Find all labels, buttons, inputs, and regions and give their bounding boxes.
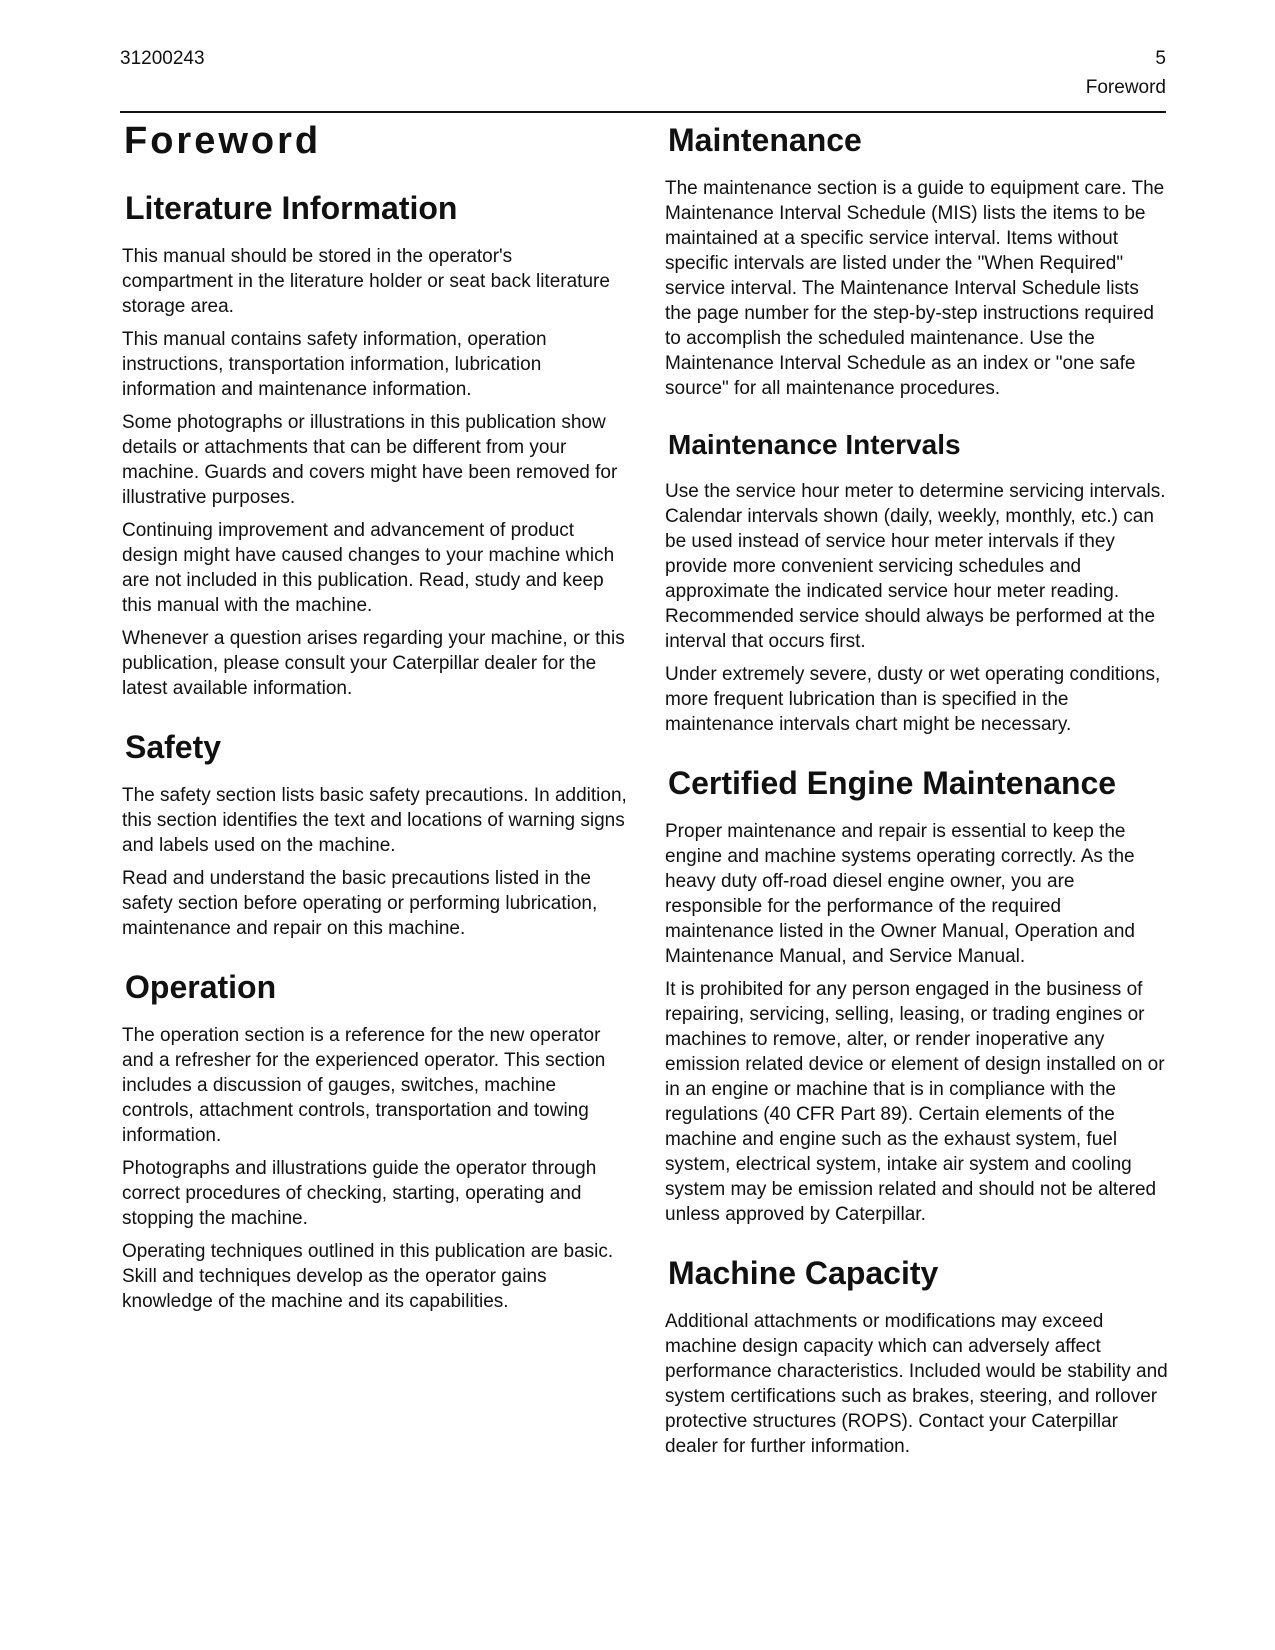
certified-engine-maintenance-heading: Certified Engine Maintenance: [668, 765, 1117, 801]
paragraph: It is prohibited for any person engaged in the business of repairing, servicing, selling, leasing, or trading engines or machines to remove, alter, or render inoperative any emission related device or element of design installed on or in an engine or machine that is in compliance with the regulations (40 CFR Part 89). Certain elements of the machine and engine such as the exhaust system, fuel system, electrical system, intake air system and cooling system may be emission related and should not be altered unless approved by Caterpillar.: [665, 979, 1165, 1225]
maintenance-heading: Maintenance: [668, 122, 862, 158]
machine-capacity-heading: Machine Capacity: [668, 1255, 939, 1291]
document-number: 31200243: [120, 48, 205, 69]
paragraph: This manual contains safety information, operation instructions, transportation information, lubrication information and maintenance information.: [122, 329, 547, 400]
page-number: 5: [1155, 48, 1166, 69]
running-section-title: Foreword: [1085, 77, 1166, 98]
paragraph: Operating techniques outlined in this publication are basic. Skill and techniques develop as the operator gains knowledge of the machine and its capabilities.: [122, 1241, 614, 1312]
paragraph: Additional attachments or modifications may exceed machine design capacity which can adversely affect performance characteristics. Included would be stability and system certifications such as brakes, steering, and rollover protective structures (ROPS). Contact your Caterpillar dealer for further information.: [665, 1311, 1168, 1457]
paragraph: Some photographs or illustrations in this publication show details or attachments that can be different from your machine. Guards and covers might have been removed for illustrative purposes.: [122, 412, 618, 508]
paragraph: Read and understand the basic precautions listed in the safety section before operating or performing lubrication, maintenance and repair on this machine.: [122, 868, 598, 939]
paragraph: Under extremely severe, dusty or wet operating conditions, more frequent lubrication than is specified in the maintenance intervals chart might be necessary.: [665, 664, 1161, 735]
paragraph: The safety section lists basic safety precautions. In addition, this section identifies the text and locations of warning signs and labels used on the machine.: [122, 785, 627, 856]
operation-heading: Operation: [125, 969, 277, 1005]
paragraph: This manual should be stored in the operator's compartment in the literature holder or seat back literature storage area.: [122, 246, 610, 317]
paragraph: Proper maintenance and repair is essential to keep the engine and machine systems operating correctly. As the heavy duty off-road diesel engine owner, you are responsible for the performance of the required maintenance listed in the Owner Manual, Operation and Maintenance Manual, and Service Manual.: [665, 821, 1135, 967]
maintenance-intervals-heading: Maintenance Intervals: [668, 429, 961, 460]
paragraph: The maintenance section is a guide to equipment care. The Maintenance Interval Schedule (MIS) lists the items to be maintained at a specific service interval. Items without specific intervals are listed under the "When Required" service interval. The Maintenance Interval Schedule lists the page number for the step-by-step instructions required to accomplish the scheduled maintenance. Use the Maintenance Interval Schedule as an index or "one safe source" for all maintenance procedures.: [665, 178, 1165, 399]
paragraph: The operation section is a reference for the new operator and a refresher for the experienced operator. This section includes a discussion of gauges, switches, machine controls, attachment controls, transportation and towing information.: [122, 1025, 606, 1146]
right-column: [665, 116, 1170, 1467]
safety-heading: Safety: [125, 729, 222, 765]
page-header: [120, 44, 1166, 112]
paragraph: Continuing improvement and advancement of product design might have caused changes to your machine which are not included in this publication. Read, study and keep this manual with the machine.: [122, 520, 615, 616]
paragraph: Photographs and illustrations guide the operator through correct procedures of checking, starting, operating and stopping the machine.: [122, 1158, 597, 1229]
literature-information-heading: Literature Information: [125, 190, 458, 226]
header-rule: [120, 111, 1166, 113]
page-title: Foreword: [124, 120, 322, 162]
paragraph: Use the service hour meter to determine servicing intervals. Calendar intervals shown (daily, weekly, monthly, etc.) can be used instead of service hour meter intervals if they provide more convenient servicing schedules and approximate the indicated service hour meter reading. Recommended service should always be performed at the interval that occurs first.: [665, 481, 1166, 652]
paragraph: Whenever a question arises regarding your machine, or this publication, please consult your Caterpillar dealer for the latest available information.: [122, 628, 625, 699]
left-column: [122, 116, 627, 1322]
